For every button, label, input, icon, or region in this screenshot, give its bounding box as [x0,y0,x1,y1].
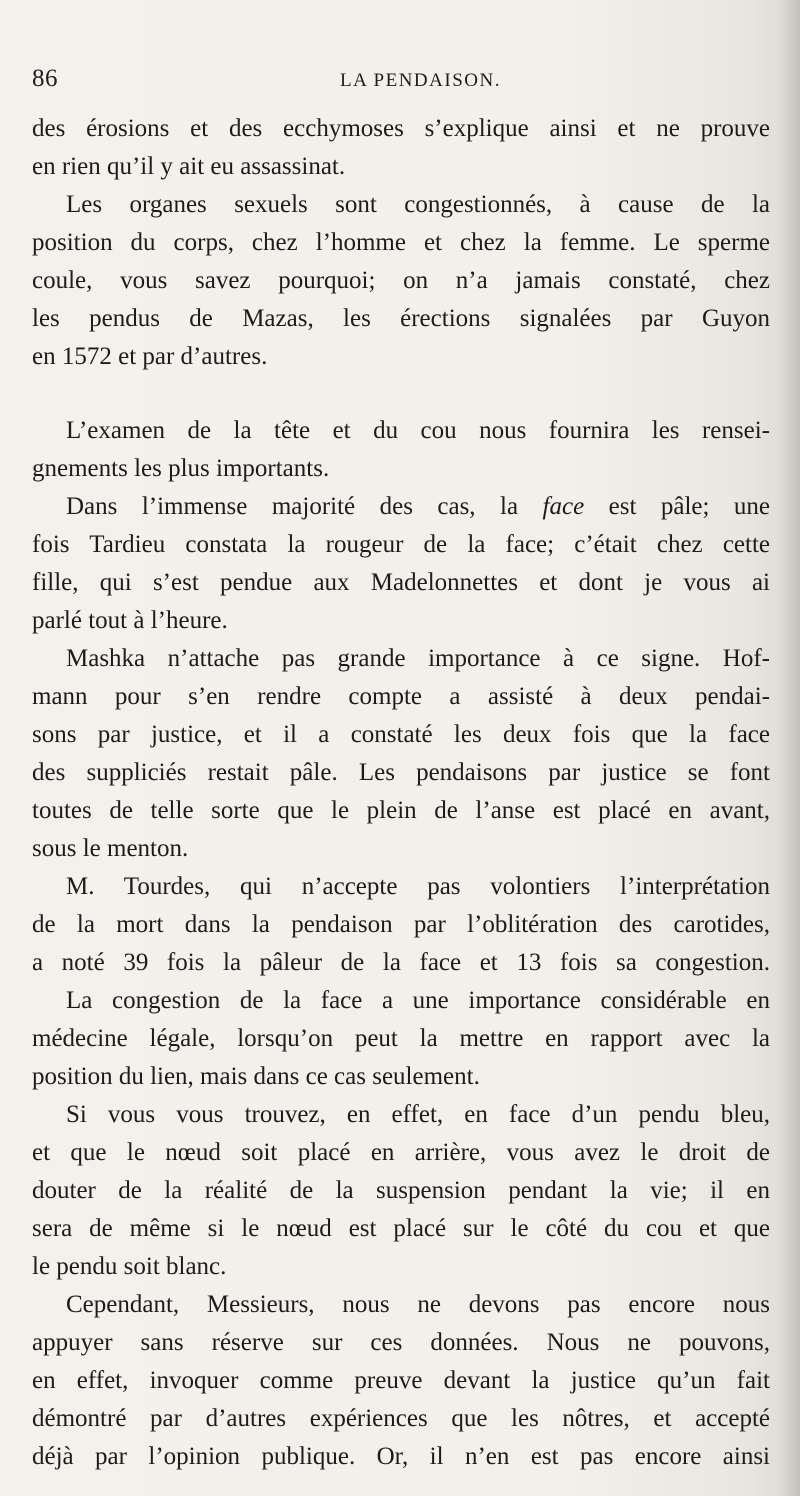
text-line: La congestion de la face a une importance considérable en [66,987,770,1014]
text-line: démontré par d’autres expériences que les nôtres, et accepté [32,1405,770,1432]
text-segment: Dans l’immense majorité des cas, la [66,493,519,520]
text-line: mann pour s’en rendre compte a assisté à deux pendai- [32,683,770,710]
text-line: douter de la réalité de la suspension pendant la vie; il en [32,1177,770,1204]
text-line: et que le nœud soit placé en arrière, vous avez le droit de [32,1139,770,1166]
page-header [32,62,762,96]
text-line: L’examen de la tête et du cou nous fournira les rensei- [66,417,770,444]
text-line: Mashka n’attache pas grande importance à ce signe. Hof- [66,645,770,672]
text-line: des érosions et des ecchymoses s’explique ainsi et ne prouve [32,115,770,142]
text-line: sera de même si le nœud est placé sur le côté du cou et que [32,1215,770,1242]
text-segment: est pâle; une [608,493,770,520]
text-line: sous le menton. [32,835,189,862]
text-line: toutes de telle sorte que le plein de l’anse est placé en avant, [32,797,770,824]
text-line-with-emphasis [32,488,770,526]
text-line: Cependant, Messieurs, nous ne devons pas encore nous [66,1291,770,1318]
page-number: 86 [32,65,58,92]
text-line: en 1572 et par d’autres. [32,343,268,370]
text-line: fille, qui s’est pendue aux Madelonnettes et dont je vous ai [32,569,770,596]
text-line: coule, vous savez pourquoi; on n’a jamais constaté, chez [32,267,770,294]
text-line: médecine légale, lorsqu’on peut la mettre en rapport avec la [32,1025,770,1052]
text-line: Si vous vous trouvez, en effet, en face d’un pendu bleu, [66,1101,770,1128]
text-line: en effet, invoquer comme preuve devant la justice qu’un fait [32,1367,770,1394]
emphasized-word: face [542,493,585,520]
text-line: en rien qu’il y ait eu assassinat. [32,153,346,180]
text-line: M. Tourdes, qui n’accepte pas volontiers l’interprétation [66,873,770,900]
text-line: déjà par l’opinion publique. Or, il n’en est pas encore ainsi [32,1443,770,1470]
running-title: LA PENDAISON. [340,70,501,91]
text-line: Les organes sexuels sont congestionnés, à cause de la [66,191,770,218]
text-line: le pendu soit blanc. [32,1253,227,1280]
text-line: parlé tout à l’heure. [32,607,228,634]
text-line: des suppliciés restait pâle. Les pendaisons par justice se font [32,759,770,786]
text-line: sons par justice, et il a constaté les deux fois que la face [32,721,770,748]
text-line: a noté 39 fois la pâleur de la face et 13 fois sa congestion. [32,949,770,976]
text-line: position du lien, mais dans ce cas seulement. [32,1063,480,1090]
page-gutter-shadow [778,0,800,1496]
text-line: position du corps, chez l’homme et chez la femme. Le sperme [32,229,770,256]
text-line: appuyer sans réserve sur ces données. Nous ne pouvons, [32,1329,770,1356]
text-line: fois Tardieu constata la rougeur de la face; c’était chez cette [32,531,770,558]
text-line: de la mort dans la pendaison par l’oblitération des carotides, [32,911,770,938]
text-line: les pendus de Mazas, les érections signalées par Guyon [32,305,770,332]
text-line: gnements les plus importants. [32,455,330,482]
